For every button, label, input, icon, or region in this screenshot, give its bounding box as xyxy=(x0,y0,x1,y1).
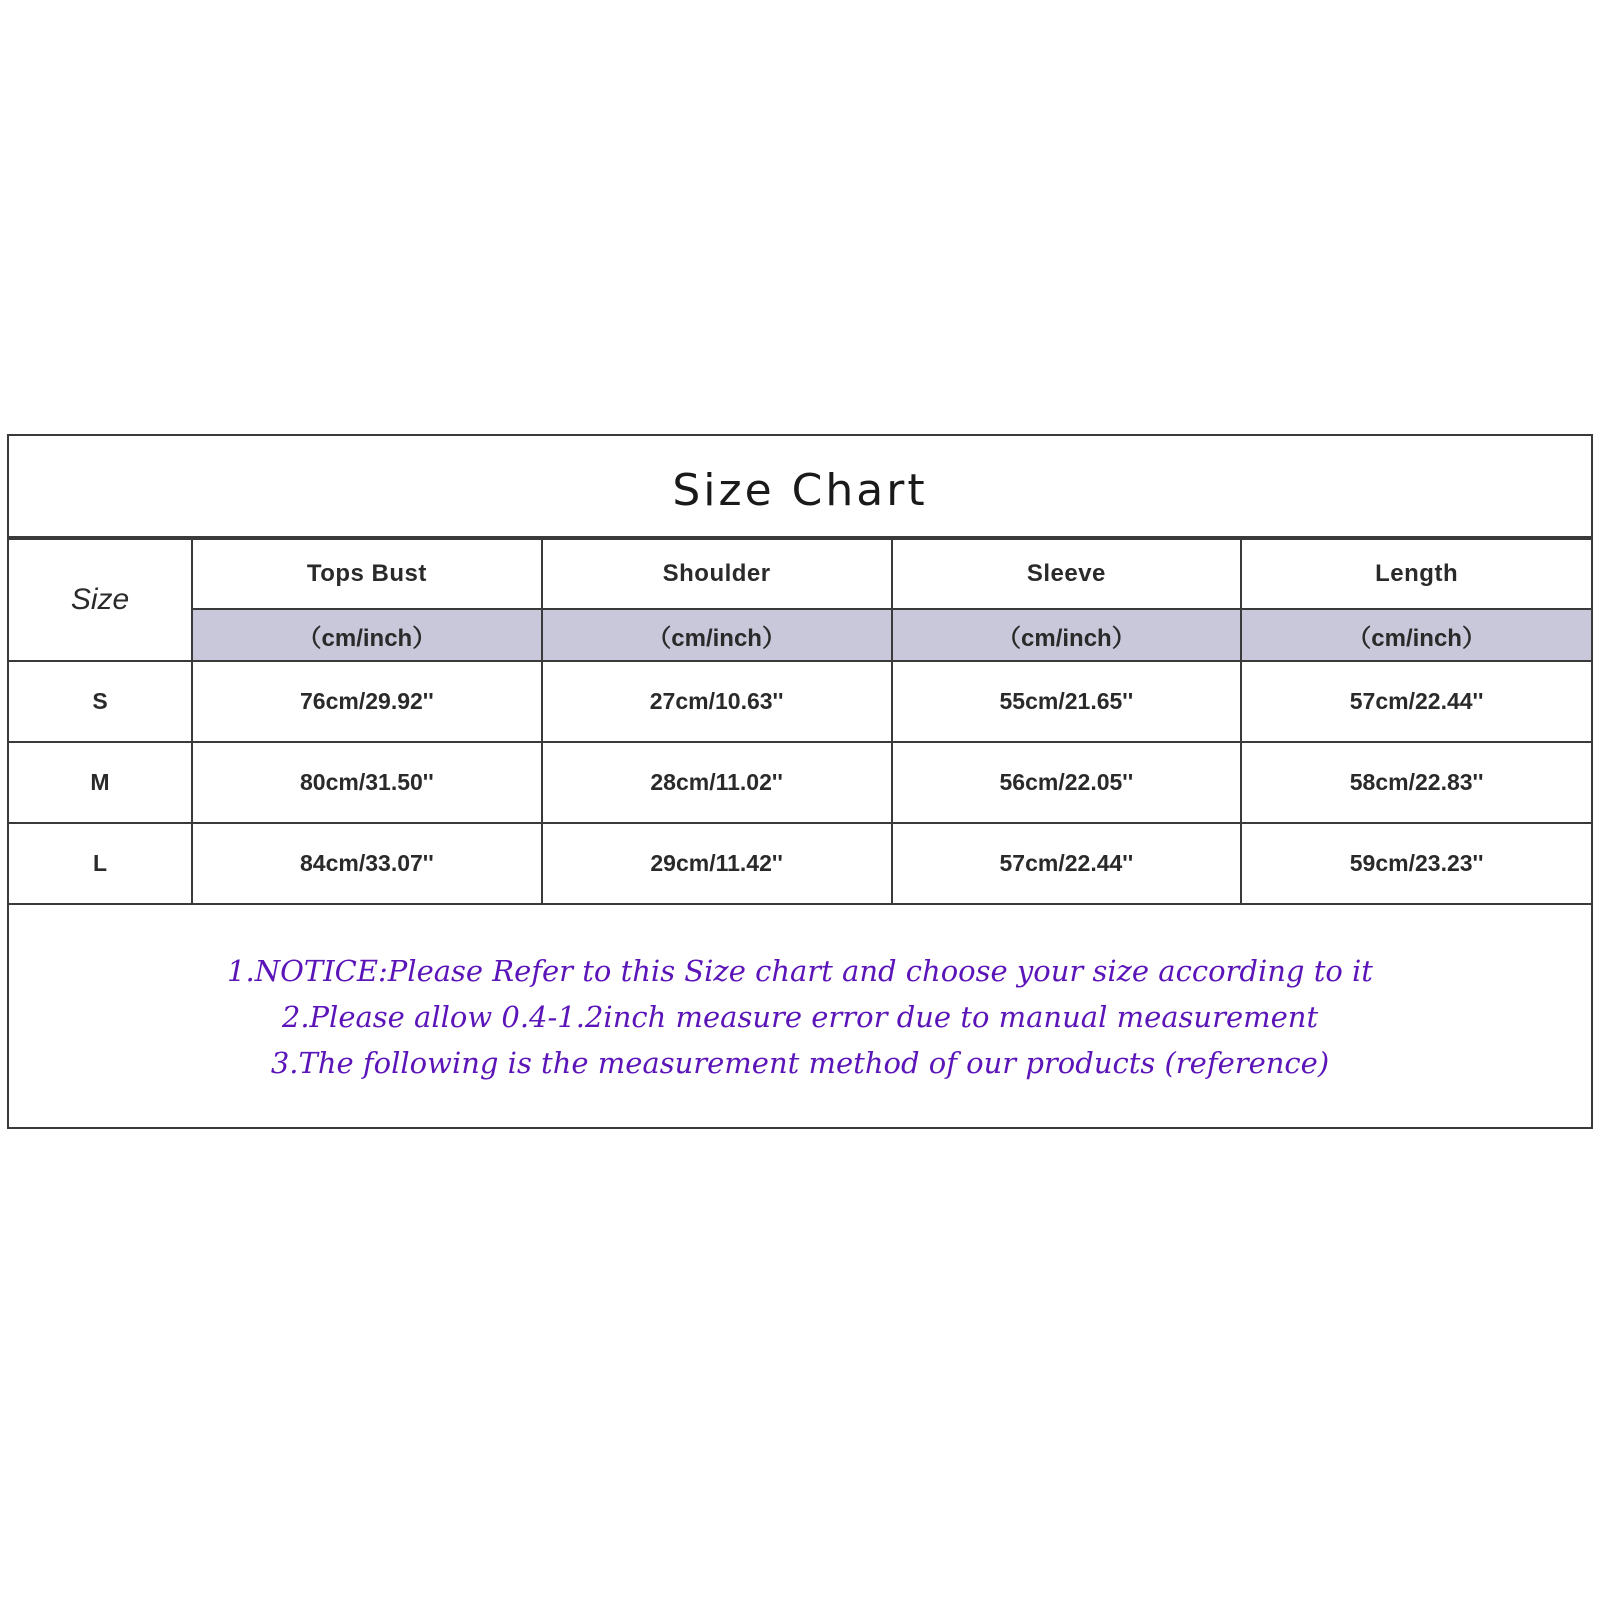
table-row xyxy=(9,661,1591,742)
unit-label: （cm/inch） xyxy=(542,609,892,661)
column-header-shoulder: Shoulder xyxy=(542,539,892,609)
note-line: 2.Please allow 0.4-1.2inch measure error due to manual measurement xyxy=(281,999,1319,1034)
table-cell: 59cm/23.23'' xyxy=(1241,823,1591,904)
notes-section xyxy=(9,898,1591,1127)
note-line: 3.The following is the measurement method of our products (reference) xyxy=(270,1045,1330,1080)
size-table xyxy=(9,538,1591,905)
table-cell: 56cm/22.05'' xyxy=(892,742,1242,823)
table-cell: 57cm/22.44'' xyxy=(892,823,1242,904)
table-cell: 84cm/33.07'' xyxy=(192,823,542,904)
column-header-tops-bust: Tops Bust xyxy=(192,539,542,609)
table-row xyxy=(9,823,1591,904)
table-cell: 55cm/21.65'' xyxy=(892,661,1242,742)
size-label: L xyxy=(9,823,192,904)
unit-label: （cm/inch） xyxy=(1241,609,1591,661)
unit-label: （cm/inch） xyxy=(192,609,542,661)
column-header-sleeve: Sleeve xyxy=(892,539,1242,609)
header-row xyxy=(9,539,1591,609)
unit-label: （cm/inch） xyxy=(892,609,1242,661)
table-cell: 80cm/31.50'' xyxy=(192,742,542,823)
unit-row xyxy=(9,609,1591,661)
chart-title: Size Chart xyxy=(9,436,1591,538)
table-cell: 57cm/22.44'' xyxy=(1241,661,1591,742)
size-label: S xyxy=(9,661,192,742)
table-cell: 29cm/11.42'' xyxy=(542,823,892,904)
size-column-header: Size xyxy=(9,539,192,661)
table-cell: 76cm/29.92'' xyxy=(192,661,542,742)
size-label: M xyxy=(9,742,192,823)
column-header-length: Length xyxy=(1241,539,1591,609)
table-cell: 28cm/11.02'' xyxy=(542,742,892,823)
table-cell: 27cm/10.63'' xyxy=(542,661,892,742)
size-chart xyxy=(7,434,1593,1129)
table-row xyxy=(9,742,1591,823)
note-line: 1.NOTICE:Please Refer to this Size chart and choose your size according to it xyxy=(227,953,1373,988)
table-cell: 58cm/22.83'' xyxy=(1241,742,1591,823)
